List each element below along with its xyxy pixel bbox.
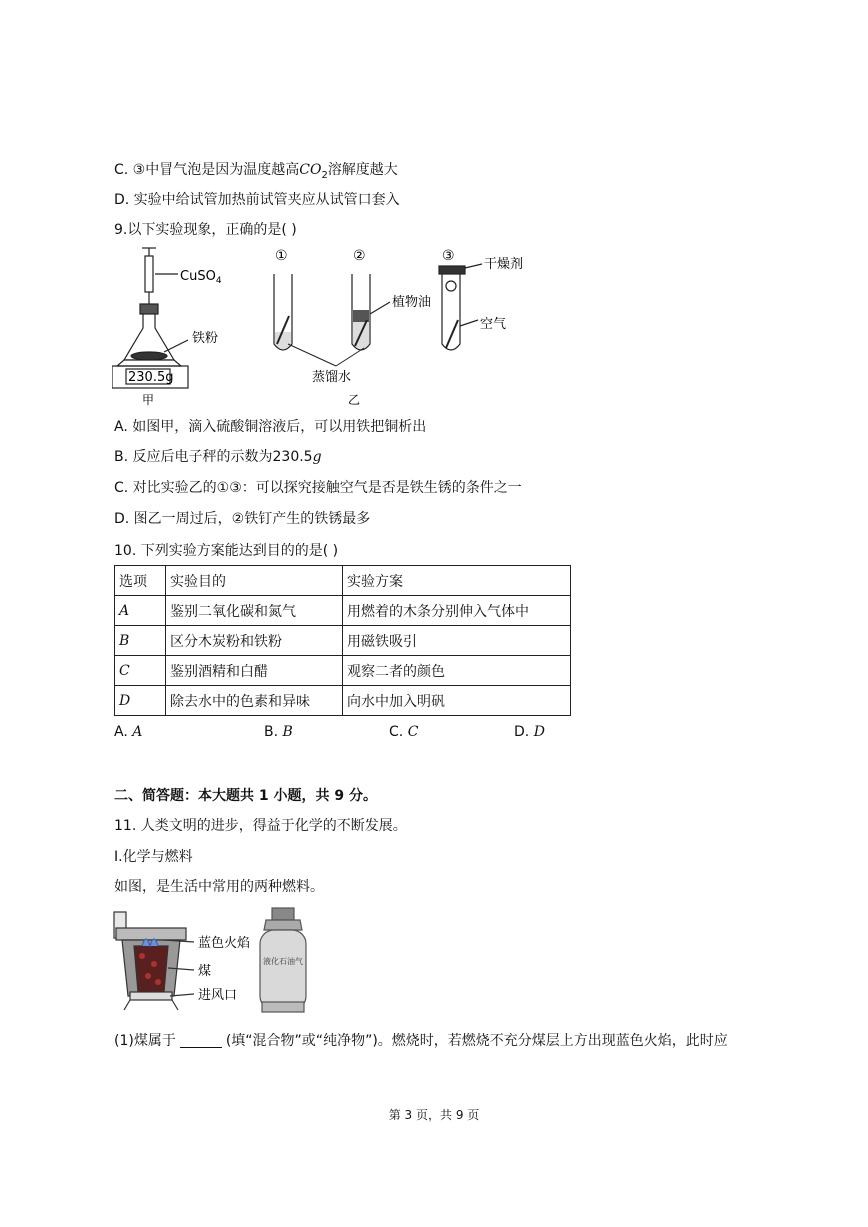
q9-option-d: D. 图乙一周过后，②铁钉产生的铁锈最多 [114, 511, 371, 527]
table-header-row [115, 566, 571, 596]
gas-tank-label: 液化石油气 [263, 957, 303, 966]
option-prefix: A. [114, 724, 133, 740]
tube3-label: ③ [442, 248, 455, 264]
q11-intro: 如图，是生活中常用的两种燃料。 [114, 879, 324, 895]
table-header: 选项 [115, 566, 166, 596]
table-row [115, 686, 571, 716]
q9-figure [112, 244, 542, 406]
q10-stem: 10. 下列实验方案能达到目的的是( ) [114, 543, 339, 559]
q8-option-c [114, 160, 398, 186]
option-prefix: C. [389, 724, 408, 740]
veg-oil-label: 植物油 [392, 295, 432, 310]
table-cell: 用燃着的木条分别伸入气体中 [343, 596, 571, 626]
q11-stem: 11. 人类文明的进步，得益于化学的不断发展。 [114, 818, 407, 834]
option-prefix: D. [514, 724, 534, 740]
q9-option-b-unit: g [312, 449, 322, 465]
tube2-label: ② [353, 248, 366, 264]
blue-flame-label: 蓝色火焰 [198, 936, 251, 951]
table-cell: 除去水中的色素和异味 [166, 686, 343, 716]
table-cell: 向水中加入明矾 [343, 686, 571, 716]
q11-figure [112, 906, 342, 1016]
table-header: 实验方案 [343, 566, 571, 596]
q10-table [114, 565, 571, 716]
air-inlet-label: 进风口 [198, 988, 238, 1003]
test-tube-1 [274, 274, 292, 350]
co2-formula: CO [299, 162, 322, 178]
q9-option-b [114, 447, 322, 467]
cuso4-label: CuSO$_4$ [180, 269, 222, 286]
q8-option-c-text-end: 溶解度越大 [327, 162, 398, 178]
option-prefix: B. [264, 724, 283, 740]
iron-powder-label: 铁粉 [192, 331, 219, 346]
q11-sub1-text-end: (填“混合物”或“纯净物”)。燃烧时，若燃烧不充分煤层上方出现蓝色火焰，此时应 [225, 1033, 728, 1049]
table-row [115, 656, 571, 686]
table-cell: 区分木炭粉和铁粉 [166, 626, 343, 656]
table-row [115, 596, 571, 626]
balance-reading: 230.5g [128, 370, 174, 385]
table-cell: 鉴别二氧化碳和氮气 [166, 596, 343, 626]
test-tube-3 [439, 264, 482, 350]
distilled-water-leaders [288, 344, 364, 366]
answer-blank[interactable] [180, 1033, 222, 1048]
table-cell: 鉴别酒精和白醋 [166, 656, 343, 686]
coal-label: 煤 [198, 964, 212, 979]
label-yi: 乙 [348, 393, 361, 406]
table-cell: 用磁铁吸引 [343, 626, 571, 656]
co2-subscript: 2 [321, 169, 328, 181]
q10-option-d [514, 724, 545, 740]
q10-option-a [114, 724, 142, 740]
q8-option-c-text: C. ③中冒气泡是因为温度越高 [114, 162, 300, 178]
desiccant-label: 干燥剂 [484, 257, 524, 272]
air-label: 空气 [480, 317, 507, 332]
q10-option-c [389, 724, 418, 740]
page-footer: 第 3 页，共 9 页 [388, 1108, 480, 1122]
q9-stem: 9.以下实验现象，正确的是( ) [114, 222, 297, 238]
test-tube-2 [352, 274, 390, 350]
table-cell: C [115, 656, 166, 686]
table-row [115, 626, 571, 656]
table-cell: D [115, 686, 166, 716]
q11-sub1-text: (1)煤属于 [114, 1033, 176, 1049]
flask-apparatus [112, 248, 188, 388]
q11-part1-title: Ⅰ.化学与燃料 [114, 849, 193, 865]
q10-option-b [264, 724, 293, 740]
q11-sub1 [114, 1031, 728, 1051]
table-cell: B [115, 626, 166, 656]
q9-option-c: C. 对比实验乙的①③：可以探究接触空气是否是铁生锈的条件之一 [114, 480, 522, 496]
q9-option-a: A. 如图甲，滴入硫酸铜溶液后，可以用铁把铜析出 [114, 419, 427, 435]
tube1-label: ① [275, 248, 288, 264]
option-letter: B [282, 724, 293, 740]
distilled-water-label: 蒸馏水 [312, 370, 352, 385]
table-cell: A [115, 596, 166, 626]
option-letter: D [533, 724, 545, 740]
q9-option-b-text: B. 反应后电子秤的示数为230.5 [114, 449, 313, 465]
table-cell: 观察二者的颜色 [343, 656, 571, 686]
option-letter: C [407, 724, 419, 740]
label-jia: 甲 [142, 393, 155, 406]
section-heading: 二、简答题：本大题共 1 小题，共 9 分。 [114, 788, 377, 804]
option-letter: A [132, 724, 143, 740]
q8-option-d: D. 实验中给试管加热前试管夹应从试管口套入 [114, 192, 400, 208]
table-header: 实验目的 [166, 566, 343, 596]
coal-stove [114, 912, 194, 1010]
